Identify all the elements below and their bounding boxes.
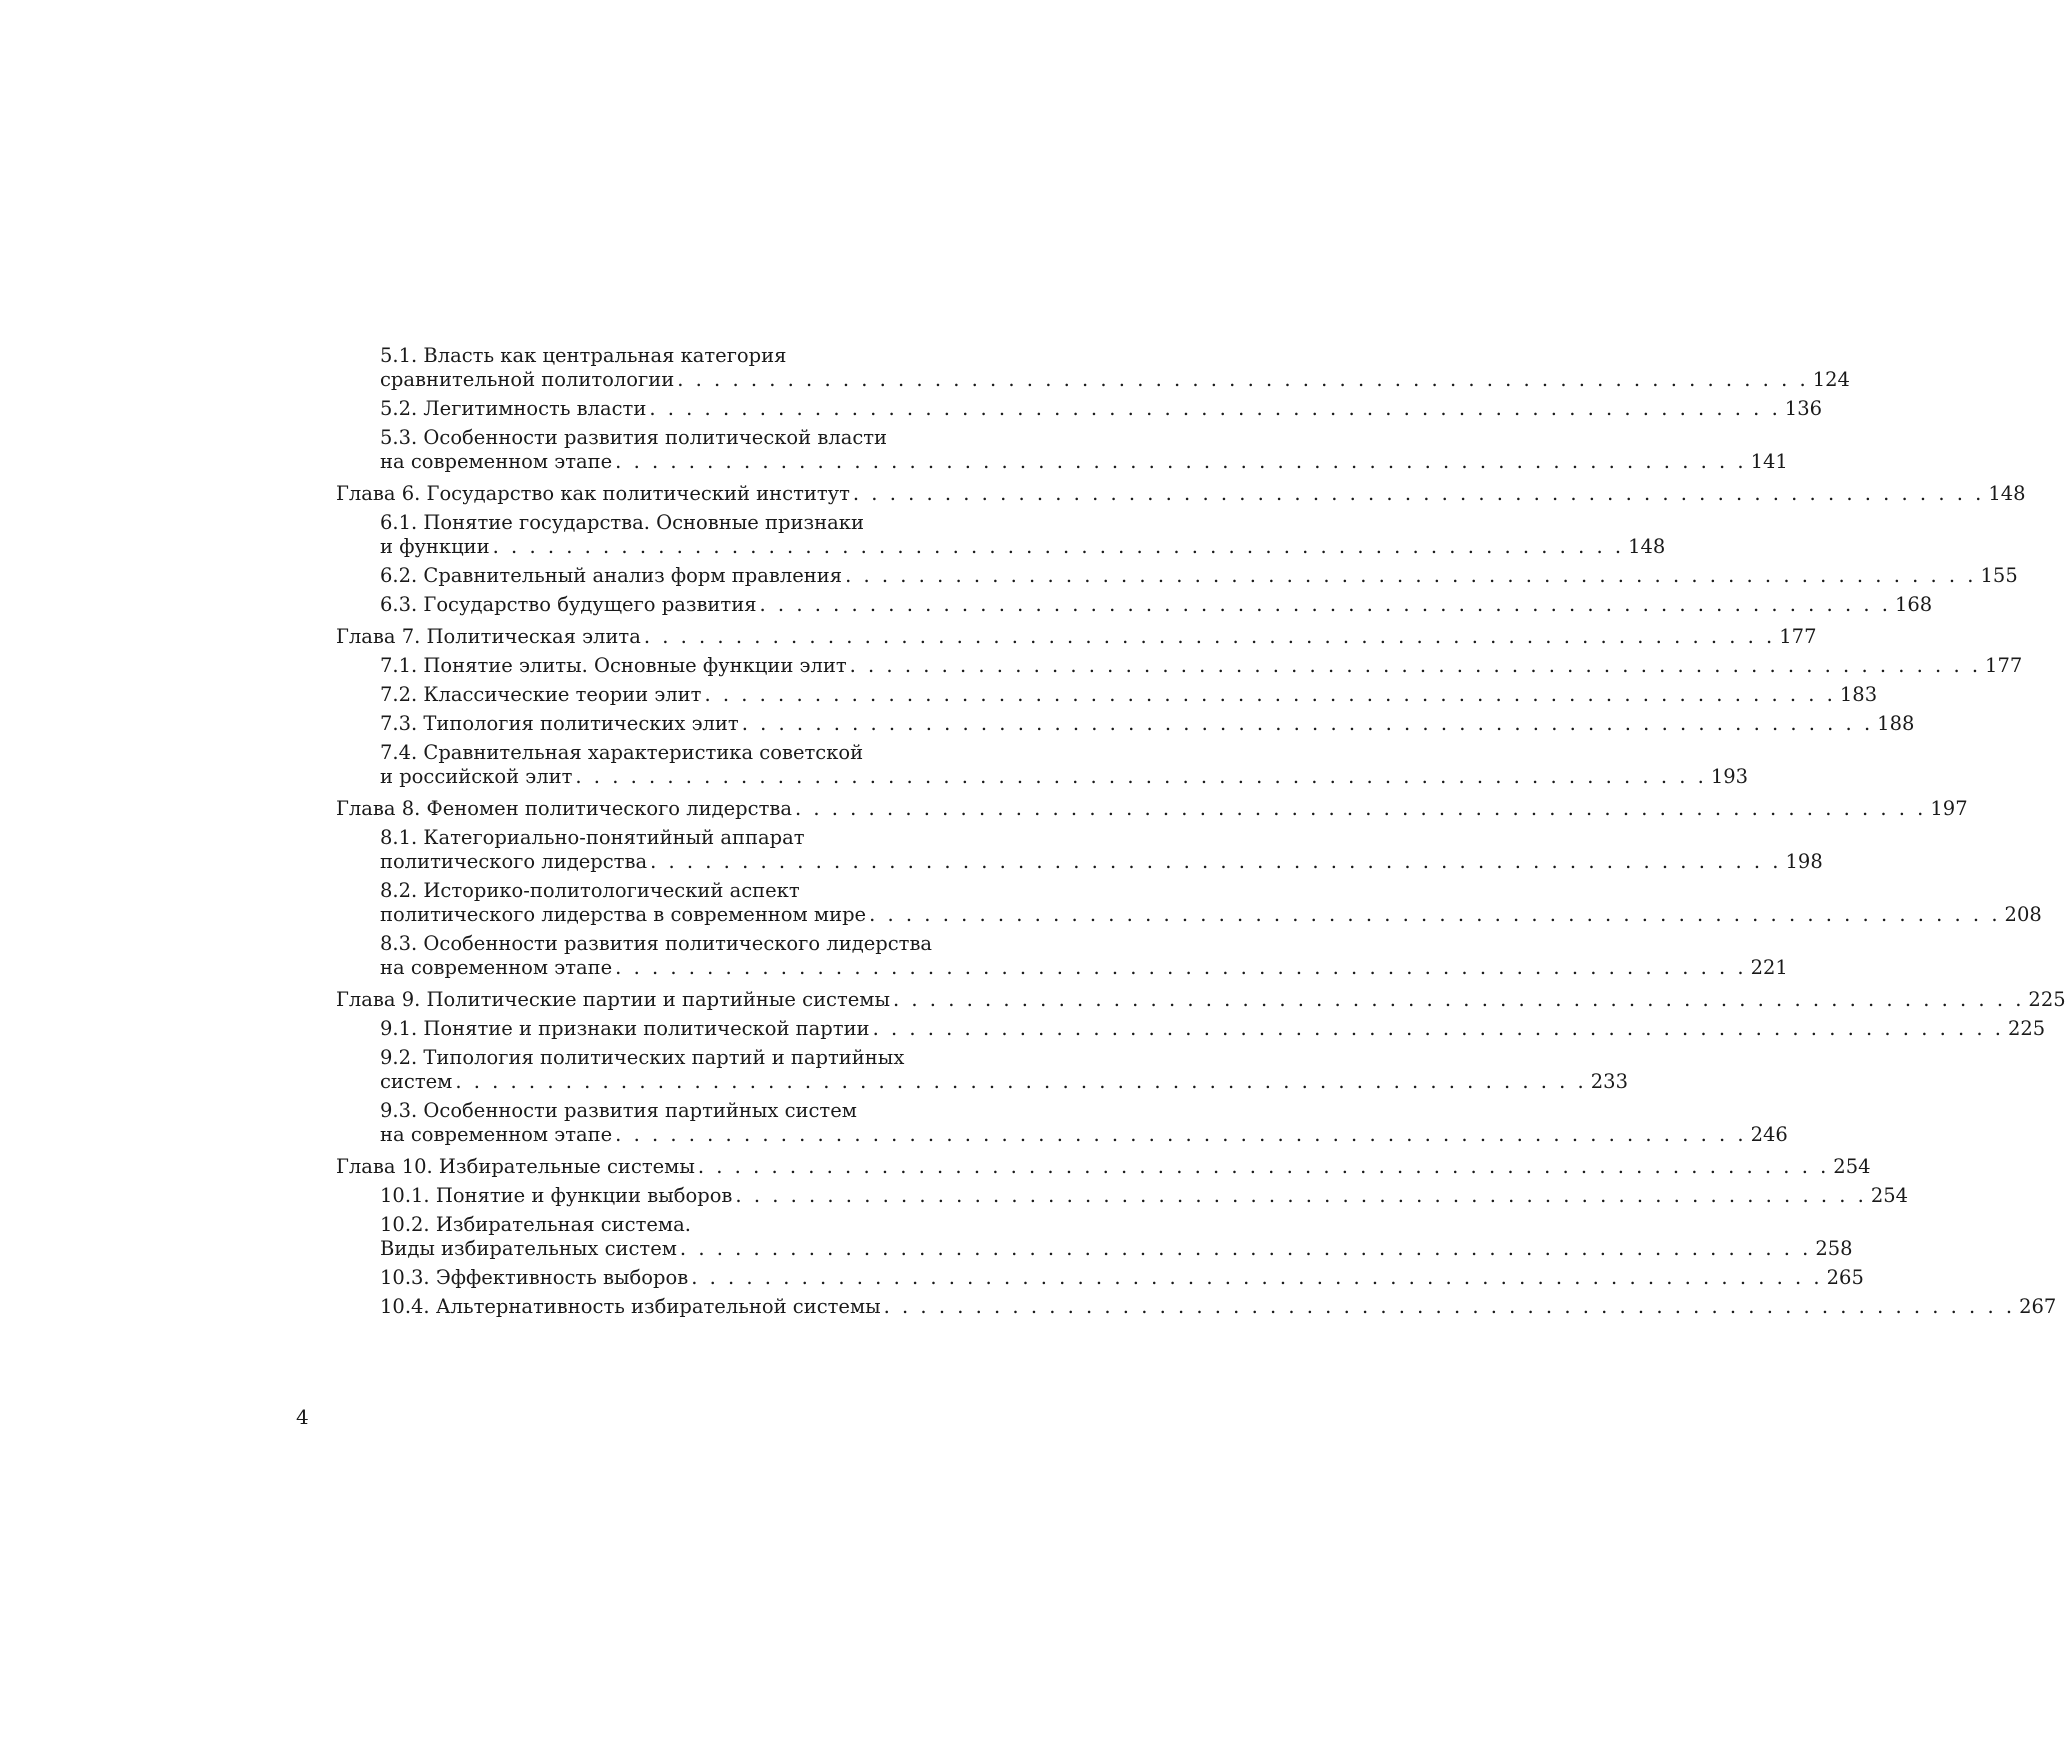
toc-entry-title: 5.2. Легитимность власти <box>380 397 647 420</box>
toc-page-number: 197 <box>1930 797 1968 820</box>
toc-page-number: 155 <box>1980 564 2018 587</box>
toc-section <box>336 1266 1864 1290</box>
table-of-contents <box>336 344 2066 1319</box>
dot-leader: . . . . . . . . . . . . . . . . . . . . . . . . . . . . . . . . . . . . . . . . . . . . . . . . . . . . . . . . . . . . . . <box>704 683 1836 706</box>
toc-entry-title: 9.2. Типология политических партий и партийных <box>380 1046 905 1069</box>
toc-entry-title: 7.4. Сравнительная характеристика советской <box>380 741 864 764</box>
toc-entry-title: 8.2. Историко-политологический аспект <box>380 879 800 902</box>
dot-leader: . . . . . . . . . . . . . . . . . . . . . . . . . . . . . . . . . . . . . . . . . . . . . . . . . . . . . . . . . . . . . . <box>615 1123 1747 1146</box>
toc-entry-title: 7.3. Типология политических элит <box>380 712 739 735</box>
toc-section <box>336 932 1788 980</box>
toc-page-number: 208 <box>2004 903 2042 926</box>
toc-entry-title: политического лидерства <box>380 850 648 873</box>
dot-leader: . . . . . . . . . . . . . . . . . . . . . . . . . . . . . . . . . . . . . . . . . . . . . . . . . . . . . . . . . . . . . . <box>893 988 2025 1011</box>
toc-page-number: 254 <box>1833 1155 1871 1178</box>
toc-page-number: 225 <box>2028 988 2066 1011</box>
toc-page-number: 233 <box>1590 1070 1628 1093</box>
toc-page-number: 148 <box>1988 482 2026 505</box>
toc-entry-title: 8.3. Особенности развития политического лидерства <box>380 932 933 955</box>
toc-page-number: 221 <box>1750 956 1788 979</box>
toc-page-number: 141 <box>1750 450 1788 473</box>
toc-page-number: 225 <box>2007 1017 2046 1040</box>
toc-chapter <box>336 797 1968 821</box>
toc-page-number: 148 <box>1628 535 1666 558</box>
toc-section <box>336 654 2023 678</box>
toc-page-number: 177 <box>1985 654 2023 677</box>
toc-page-number: 198 <box>1785 850 1823 873</box>
toc-entry-title: Глава 10. Избирательные системы <box>336 1155 695 1178</box>
toc-section <box>336 1295 2057 1319</box>
toc-section <box>336 344 1850 392</box>
toc-section <box>336 1017 2046 1041</box>
toc-entry-title: Глава 9. Политические партии и партийные системы <box>336 988 890 1011</box>
toc-page-number: 258 <box>1815 1237 1853 1260</box>
toc-section <box>336 564 2018 588</box>
toc-entry-title: Виды избирательных систем <box>380 1237 677 1260</box>
toc-entry-title: 10.1. Понятие и функции выборов <box>380 1184 733 1207</box>
toc-entry-title: политического лидерства в современном мире <box>380 903 867 926</box>
toc-entry-title: 9.1. Понятие и признаки политической партии <box>380 1017 870 1040</box>
toc-chapter <box>336 1155 1871 1179</box>
toc-entry-title: и функции <box>380 535 490 558</box>
dot-leader: . . . . . . . . . . . . . . . . . . . . . . . . . . . . . . . . . . . . . . . . . . . . . . . . . . . . . . . . . . . . . . <box>883 1295 2016 1318</box>
dot-leader: . . . . . . . . . . . . . . . . . . . . . . . . . . . . . . . . . . . . . . . . . . . . . . . . . . . . . . . . . . . . . . <box>649 397 1781 420</box>
dot-leader: . . . . . . . . . . . . . . . . . . . . . . . . . . . . . . . . . . . . . . . . . . . . . . . . . . . . . . . . . . . . . . <box>735 1184 1867 1207</box>
page-number: 4 <box>296 1405 309 1429</box>
dot-leader: . . . . . . . . . . . . . . . . . . . . . . . . . . . . . . . . . . . . . . . . . . . . . . . . . . . . . . . . . . . . . . <box>741 712 1874 735</box>
dot-leader: . . . . . . . . . . . . . . . . . . . . . . . . . . . . . . . . . . . . . . . . . . . . . . . . . . . . . . . . . . . . . . <box>677 368 1809 391</box>
toc-chapter <box>336 482 2026 506</box>
toc-page-number: 265 <box>1826 1266 1864 1289</box>
toc-entry-title: 6.1. Понятие государства. Основные признаки <box>380 511 864 534</box>
toc-page-number: 124 <box>1812 368 1850 391</box>
toc-entry-title: на современном этапе <box>380 1123 613 1146</box>
dot-leader: . . . . . . . . . . . . . . . . . . . . . . . . . . . . . . . . . . . . . . . . . . . . . . . . . . . . . . . . . . . . . . <box>845 564 1977 587</box>
dot-leader: . . . . . . . . . . . . . . . . . . . . . . . . . . . . . . . . . . . . . . . . . . . . . . . . . . . . . . . . . . . . . . <box>872 1017 2004 1040</box>
toc-entry-title: 6.3. Государство будущего развития <box>380 593 757 616</box>
toc-section <box>336 1184 1909 1208</box>
toc-page-number: 267 <box>2019 1295 2057 1318</box>
toc-page-number: 183 <box>1839 683 1878 706</box>
dot-leader: . . . . . . . . . . . . . . . . . . . . . . . . . . . . . . . . . . . . . . . . . . . . . . . . . . . . . . . . . . . . . . <box>615 956 1747 979</box>
dot-leader: . . . . . . . . . . . . . . . . . . . . . . . . . . . . . . . . . . . . . . . . . . . . . . . . . . . . . . . . . . . . . . <box>869 903 2001 926</box>
dot-leader: . . . . . . . . . . . . . . . . . . . . . . . . . . . . . . . . . . . . . . . . . . . . . . . . . . . . . . . . . . . . . . <box>852 482 1985 505</box>
toc-page-number: 246 <box>1750 1123 1788 1146</box>
toc-page-number: 177 <box>1779 625 1817 648</box>
toc-entry-title: Глава 8. Феномен политического лидерства <box>336 797 792 820</box>
toc-entry-title: сравнительной политологии <box>380 368 675 391</box>
toc-page-number: 188 <box>1877 712 1915 735</box>
toc-entry-title: Глава 6. Государство как политический институт <box>336 482 850 505</box>
toc-chapter <box>336 625 1817 649</box>
toc-entry-title: систем <box>380 1070 453 1093</box>
dot-leader: . . . . . . . . . . . . . . . . . . . . . . . . . . . . . . . . . . . . . . . . . . . . . . . . . . . . . . . . . . . . . . <box>691 1266 1823 1289</box>
toc-entry-title: 7.1. Понятие элиты. Основные функции элит <box>380 654 847 677</box>
toc-section <box>336 593 1933 617</box>
toc-entry-title: 5.3. Особенности развития политической власти <box>380 426 888 449</box>
toc-section <box>336 826 1823 874</box>
toc-section <box>336 712 1915 736</box>
toc-entry-title: 10.2. Избирательная система. <box>380 1213 691 1236</box>
dot-leader: . . . . . . . . . . . . . . . . . . . . . . . . . . . . . . . . . . . . . . . . . . . . . . . . . . . . . . . . . . . . . . <box>575 765 1707 788</box>
dot-leader: . . . . . . . . . . . . . . . . . . . . . . . . . . . . . . . . . . . . . . . . . . . . . . . . . . . . . . . . . . . . . . <box>794 797 1927 820</box>
toc-entry-title: 9.3. Особенности развития партийных систем <box>380 1099 857 1122</box>
dot-leader: . . . . . . . . . . . . . . . . . . . . . . . . . . . . . . . . . . . . . . . . . . . . . . . . . . . . . . . . . . . . . . <box>849 654 1982 677</box>
dot-leader: . . . . . . . . . . . . . . . . . . . . . . . . . . . . . . . . . . . . . . . . . . . . . . . . . . . . . . . . . . . . . . <box>492 535 1625 558</box>
dot-leader: . . . . . . . . . . . . . . . . . . . . . . . . . . . . . . . . . . . . . . . . . . . . . . . . . . . . . . . . . . . . . . <box>679 1237 1812 1260</box>
dot-leader: . . . . . . . . . . . . . . . . . . . . . . . . . . . . . . . . . . . . . . . . . . . . . . . . . . . . . . . . . . . . . . <box>759 593 1891 616</box>
toc-entry-title: и российской элит <box>380 765 573 788</box>
toc-chapter <box>336 988 2066 1012</box>
dot-leader: . . . . . . . . . . . . . . . . . . . . . . . . . . . . . . . . . . . . . . . . . . . . . . . . . . . . . . . . . . . . . . <box>615 450 1747 473</box>
toc-entry-title: 6.2. Сравнительный анализ форм правления <box>380 564 843 587</box>
dot-leader: . . . . . . . . . . . . . . . . . . . . . . . . . . . . . . . . . . . . . . . . . . . . . . . . . . . . . . . . . . . . . . <box>650 850 1782 873</box>
toc-entry-title: 7.2. Классические теории элит <box>380 683 702 706</box>
toc-section <box>336 1046 1628 1094</box>
toc-page-number: 136 <box>1784 397 1823 420</box>
toc-entry-title: 8.1. Категориально-понятийный аппарат <box>380 826 805 849</box>
toc-section <box>336 511 1666 559</box>
toc-page-number: 193 <box>1710 765 1749 788</box>
toc-page-number: 168 <box>1894 593 1933 616</box>
toc-section <box>336 683 1878 707</box>
toc-entry-title: 10.4. Альтернативность избирательной системы <box>380 1295 881 1318</box>
dot-leader: . . . . . . . . . . . . . . . . . . . . . . . . . . . . . . . . . . . . . . . . . . . . . . . . . . . . . . . . . . . . . . <box>455 1070 1587 1093</box>
toc-page-number: 254 <box>1870 1184 1909 1207</box>
toc-entry-title: на современном этапе <box>380 956 613 979</box>
toc-entry-title: на современном этапе <box>380 450 613 473</box>
dot-leader: . . . . . . . . . . . . . . . . . . . . . . . . . . . . . . . . . . . . . . . . . . . . . . . . . . . . . . . . . . . . . . <box>697 1155 1830 1178</box>
toc-section <box>336 1213 1853 1261</box>
toc-section <box>336 1099 1788 1147</box>
toc-section <box>336 879 2042 927</box>
toc-section <box>336 426 1788 474</box>
toc-entry-title: Глава 7. Политическая элита <box>336 625 641 648</box>
toc-section <box>336 741 1749 789</box>
toc-entry-title: 10.3. Эффективность выборов <box>380 1266 689 1289</box>
toc-entry-title: 5.1. Власть как центральная категория <box>380 344 787 367</box>
dot-leader: . . . . . . . . . . . . . . . . . . . . . . . . . . . . . . . . . . . . . . . . . . . . . . . . . . . . . . . . . . . . . . <box>643 625 1776 648</box>
toc-section <box>336 397 1823 421</box>
